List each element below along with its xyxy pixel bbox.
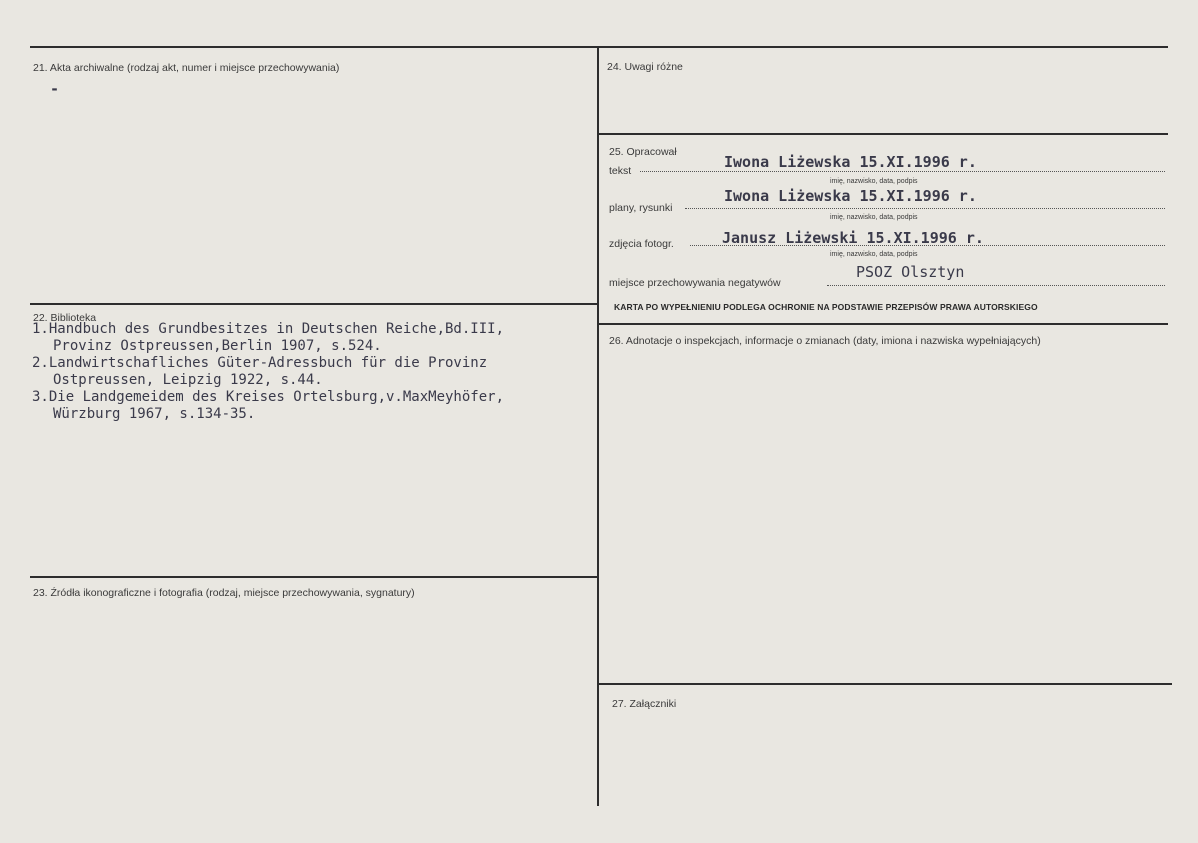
- section-25-label: 25. Opracował: [609, 146, 677, 158]
- negatives-dotline: [827, 285, 1165, 286]
- copyright-notice: KARTA PO WYPEŁNIENIU PODLEGA OCHRONIE NA PODSTAWIE PRZEPISÓW PRAWA AUTORSKIEGO: [614, 302, 1038, 312]
- section-22-label: 22. Biblioteka: [33, 312, 97, 324]
- section-23-label: 23. Źródła ikonograficzne i fotografia (rodzaj, miejsce przechowywania, sygnatury): [33, 587, 415, 599]
- divider-21-22: [30, 303, 597, 305]
- row-plany-dotline: [685, 208, 1165, 209]
- row-tekst-value: Iwona Liżewska 15.XI.1996 r.: [724, 153, 977, 171]
- bibliography-line-3: 2.Landwirtschafliches Güter-Adressbuch für die Provinz: [32, 355, 488, 371]
- row-plany-value: Iwona Liżewska 15.XI.1996 r.: [724, 187, 977, 205]
- row-tekst-dotline: [640, 171, 1165, 172]
- divider-25-26: [597, 323, 1168, 325]
- bibliography-line-4: Ostpreussen, Leipzig 1922, s.44.: [53, 372, 323, 388]
- row-tekst-label: tekst: [609, 165, 632, 177]
- row-zdjecia-value: Janusz Liżewski 15.XI.1996 r.: [722, 229, 984, 247]
- row-plany-caption: imię, nazwisko, data, podpis: [830, 214, 918, 221]
- row-plany-label: plany, rysunki: [609, 202, 673, 214]
- bibliography-line-1: 1.Handbuch des Grundbesitzes in Deutschen Reiche,Bd.III,: [32, 321, 505, 337]
- section-27-label: 27. Załączniki: [612, 698, 677, 710]
- divider-26-27: [597, 683, 1172, 685]
- negatives-value: PSOZ Olsztyn: [856, 263, 965, 281]
- negatives-label: miejsce przechowywania negatywów: [609, 277, 781, 289]
- bibliography-line-2: Provinz Ostpreussen,Berlin 1907, s.524.: [53, 338, 382, 354]
- row-zdjecia-label: zdjęcia fotogr.: [609, 238, 674, 250]
- section-21-label: 21. Akta archiwalne (rodzaj akt, numer i miejsce przechowywania): [33, 62, 340, 74]
- row-tekst-caption: imię, nazwisko, data, podpis: [830, 178, 918, 185]
- center-divider: [597, 46, 599, 806]
- section-24-label: 24. Uwagi różne: [607, 61, 683, 73]
- section-26-label: 26. Adnotacje o inspekcjach, informacje o zmianach (daty, imiona i nazwiska wypełniających): [609, 335, 1041, 347]
- divider-22-23: [30, 576, 597, 578]
- divider-24-25: [597, 133, 1168, 135]
- section-21-value: -: [50, 80, 60, 98]
- top-rule: [30, 46, 1168, 48]
- bibliography-line-6: Würzburg 1967, s.134-35.: [53, 406, 256, 422]
- row-zdjecia-caption: imię, nazwisko, data, podpis: [830, 251, 918, 258]
- bibliography-line-5: 3.Die Landgemeidem des Kreises Ortelsburg,v.MaxMeyhöfer,: [32, 389, 505, 405]
